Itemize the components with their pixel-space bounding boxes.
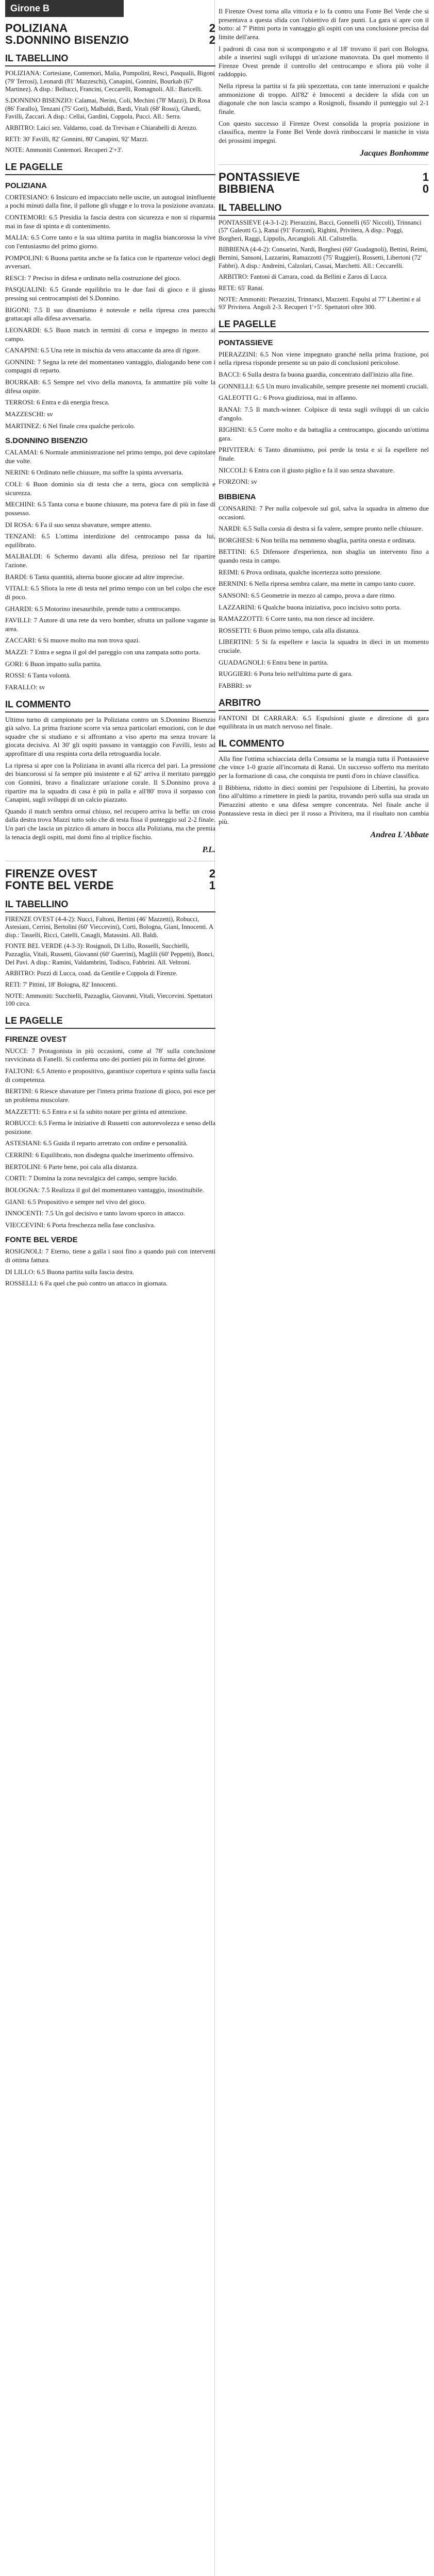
commento-heading: IL COMMENTO xyxy=(5,699,215,713)
player-rating: COLI: 6 Buon dominio sia di testa che a terra, gioca con semplicità e sicurezza. xyxy=(5,480,215,497)
match-title-2 xyxy=(5,868,215,891)
score-value: 0 xyxy=(422,182,429,196)
player-rating: FORZONI: sv xyxy=(219,478,257,486)
match-teams xyxy=(5,868,114,891)
note-line: NOTE: Ammoniti Contemori. Recuperi 2'+3'. xyxy=(5,146,123,154)
match-title-1 xyxy=(5,22,215,46)
pagelle-list xyxy=(5,1247,215,1288)
commento-paragraph: I padroni di casa non si scompongono e al 18' trovano il pari con Bologna, abile a inserirsi sugli sviluppi di un'azione manovrata. Da quel momento il Firenze Ovest prende il controllo del centrocampo e sfiora più volte il raddoppio. xyxy=(219,44,429,78)
player-rating: CERRINI: 6 Equilibrato, non disdegna qualche inserimento offensivo. xyxy=(5,1151,194,1159)
commento-paragraph: Nella ripresa la partita si fa più spezzettata, con tante interruzioni e qualche ammonizione di troppo. All'82' è Innocenti a decidere la sfida con un diagonale che non lascia scampo a Rosignoli, fissando il punteggio sul 2-1 finale. xyxy=(219,82,429,115)
player-rating: GHARDI: 6.5 Motorino inesauribile, prende tutto a centrocampo. xyxy=(5,604,181,613)
player-rating: CALAMAI: 6 Normale amministrazione nel primo tempo, poi deve capitolare due volte. xyxy=(5,448,215,465)
pagelle-list xyxy=(219,350,429,486)
reti-line: RETI: 7' Pittini, 18' Bologna, 82' Innocenti. xyxy=(5,980,118,988)
player-rating: VITALI: 6.5 Sfiora la rete di testa nel primo tempo con un bel colpo che esce di poco. xyxy=(5,584,215,601)
player-rating: REIMI: 6 Prova ordinata, qualche incertezza sotto pressione. xyxy=(219,568,382,576)
player-rating: BERTOLINI: 6 Parte bene, poi cala alla distanza. xyxy=(5,1162,138,1171)
pagelle-heading: LE PAGELLE xyxy=(5,162,215,175)
right-column xyxy=(219,0,429,840)
player-rating: PIERAZZINI: 6.5 Non viene impegnato granché nella prima frazione, poi nella ripresa risponde presente su un paio di conclusioni pericolose. xyxy=(219,350,429,367)
player-rating: NARDI: 6.5 Sulla corsia di destra si fa valere, sempre pronto nelle chiusure. xyxy=(219,524,423,533)
player-rating: GORI: 6 Buon impatto sulla partita. xyxy=(5,659,102,668)
player-rating: FARALLO: sv xyxy=(5,683,45,691)
team-subheading: FIRENZE OVEST xyxy=(5,1035,67,1044)
commento-paragraph: Con questo successo il Firenze Ovest consolida la propria posizione in classifica, mentre la Fonte Bel Verde dovrà rimboccarsi le maniche in vista dei prossimi impegni. xyxy=(219,119,429,144)
team-name: FONTE BEL VERDE xyxy=(5,879,114,892)
tabellino-text: FONTE BEL VERDE (4-3-3): Rosignoli, Di Lillo, Rosselli, Succhielli, Pazzaglia, Vitali, Russetti, Giovanni (60' Guerrini), Maglili (60' Peppetti), Bonci, Del Pavi. A disp.: Ramini, Valdambrini, Todisco, Fabbrini. All. Veltroni. xyxy=(5,942,214,966)
player-rating: INNOCENTI: 7.5 Un gol decisivo e tanto lavoro sporco in attacco. xyxy=(5,1209,185,1217)
player-rating: GALEOTTI G.: 6 Prova giudiziosa, mai in affanno. xyxy=(219,394,358,402)
byline: Andrea L'Abbate xyxy=(370,830,429,839)
player-rating: PASQUALINI: 6.5 Grande equilibrio tra le due fasi di gioco e il giusto pressing sui centrocampisti del S.Donnino. xyxy=(5,285,215,302)
byline: Jacques Bonhomme xyxy=(360,149,429,158)
score-value: 1 xyxy=(422,171,429,184)
player-rating: FABBRI: sv xyxy=(219,681,252,689)
pagelle-list xyxy=(5,1047,215,1230)
byline: P.L. xyxy=(202,845,215,855)
player-rating: MALIA: 6.5 Corre tanto e la sua ultima partita in maglia biancorossa la vive con l'entusiasmo del primo giorno. xyxy=(5,233,215,250)
tabellino-text: S.DONNINO BISENZIO: Calamai, Nerini, Coli, Mechini (78' Mazzi), Di Rosa (86' Farallo), Tenzani (75' Gori), Malbaldi, Bardi, Vitali (68' Rossi), Ghardi, Favilli, Zaccari. A disp.: Cellai, Gardini, Coppola, Pucci. All.: Serra. xyxy=(5,97,211,121)
arbitro-text xyxy=(219,714,429,731)
commento-text xyxy=(5,716,215,842)
commento-text xyxy=(219,7,429,145)
team-name: FIRENZE OVEST xyxy=(5,867,97,880)
note-line: NOTE: Ammoniti: Succhielli, Pazzaglia, Giovanni, Vitali, Vieccevini. Spettatori 100 circa. xyxy=(5,992,213,1008)
commento-paragraph: Quando il match sembra ormai chiuso, nel recupero arriva la beffa: un cross dalla destra trova Mazzi tutto solo che di testa fissa il punteggio sul 2-2 finale. Un pari che lascia un pizzico di amaro in bocca alla Poliziana, ma che premia la tenacia degli ospiti, mai domi fino al triplice fischio. xyxy=(5,807,215,841)
player-rating: MAZZESCHI: sv xyxy=(5,410,53,418)
commento-paragraph: Il Firenze Ovest torna alla vittoria e lo fa contro una Fonte Bel Verde che si presentava a questa sfida con l'obiettivo di fare punti. La gara si apre con il botto: al 7' Pittini porta in vantaggio gli ospiti con una conclusione precisa dal limite dell'area. xyxy=(219,7,429,41)
player-rating: DI LILLO: 6.5 Buona partita sulla fascia destra. xyxy=(5,1267,135,1276)
score-value: 1 xyxy=(209,879,215,892)
player-rating: RUGGIERI: 6 Porta brio nell'ultima parte di gara. xyxy=(219,670,353,678)
tabellino-heading: IL TABELLINO xyxy=(5,899,215,912)
match-title-3 xyxy=(219,171,429,195)
player-rating: POMPOLINI: 6 Buona partita anche se fa fatica con le ripartenze veloci degli avversari. xyxy=(5,253,215,270)
player-rating: BERTINI: 6 Riesce sbavature per l'intera prima frazione di gioco, poi esce per un problema muscolare. xyxy=(5,1087,215,1104)
match-teams xyxy=(5,22,129,46)
player-rating: BARDI: 6 Tanta quantità, alterna buone giocate ad altre imprecise. xyxy=(5,572,185,581)
player-rating: BIGONI: 7.5 Il suo dinamismo è notevole e nella ripresa crea parecchi grattacapi alla difesa avversaria. xyxy=(5,306,215,323)
player-rating: LEONARDI: 6.5 Buon match in termini di corsa e impegno in mezzo al campo. xyxy=(5,326,215,343)
player-rating: BETTINI: 6.5 Difensore d'esperienza, non sbaglia un intervento fino a quando resta in campo. xyxy=(219,548,429,565)
reti-line: RETI: 30' Favilli, 82' Gonnini, 80' Canapini, 92' Mazzi. xyxy=(5,135,148,143)
player-rating: RIGHINI: 6.5 Corre molto e da battaglia a centrocampo, giocando un'ottima gara. xyxy=(219,426,429,442)
player-rating: GIANI: 6.5 Propositivo e sempre nel vivo del gioco. xyxy=(5,1197,146,1206)
player-rating: ZACCARI: 6 Si muove molto ma non trova spazi. xyxy=(5,636,140,645)
player-rating: LAZZARINI: 6 Qualche buona iniziativa, poco incisivo sotto porta. xyxy=(219,603,401,611)
player-rating: CORTI: 7 Domina la zona nevralgica del campo, sempre lucido. xyxy=(5,1174,178,1182)
player-rating: ROSSETTI: 6 Buon primo tempo, cala alla distanza. xyxy=(219,626,360,634)
team-subheading: POLIZIANA xyxy=(5,181,47,190)
player-rating: RESCI: 7 Preciso in difesa e ordinato nella costruzione del gioco. xyxy=(5,274,181,282)
commento-text xyxy=(219,755,429,826)
commento-heading: IL COMMENTO xyxy=(219,738,429,752)
team-name: S.DONNINO BISENZIO xyxy=(5,33,129,47)
player-rating: GONNINI: 7 Segna la rete del momentaneo vantaggio, dialogando bene con i compagni di reparto. xyxy=(5,358,215,375)
player-rating: TERROSI: 6 Entra e dà energia fresca. xyxy=(5,398,110,406)
match-teams xyxy=(219,171,300,195)
score-value: 2 xyxy=(209,22,215,35)
player-rating: GONNELLI: 6.5 Un muro invalicabile, sempre presente nei momenti cruciali. xyxy=(219,382,429,390)
player-rating: MECHINI: 6.5 Tanta corsa e buone chiusure, ma poteva fare di più in fase di possesso. xyxy=(5,500,215,517)
player-rating: ASTESIANI: 6.5 Guida il reparto arretrato con ordine e personalità. xyxy=(5,1139,188,1147)
tabellino-text: POLIZIANA: Cortesiane, Contemori, Malia, Pompolini, Resci, Pasqualii, Bigoni (79' Terrosi), Leonardi (81' Mazzeschi), Canapini, Gonnini, Bourkab (67' Martinez). A disp.: Bellucci, Francini, Ceccarelli, Romagnoli. All.: Baricelli. xyxy=(5,70,215,93)
team-subheading: FONTE BEL VERDE xyxy=(5,1235,78,1245)
player-rating: BOLOGNA: 7.5 Realizza il gol del momentaneo vantaggio, insostituibile. xyxy=(5,1185,204,1194)
player-rating: CORTESIANO: 6 Insicuro ed impacciato nelle uscite, un autogoal ininfluente a pochi minuti dalla fine, il pallone gli sfugge e lo trova la posizione avanzata. xyxy=(5,193,215,210)
player-rating: ROBUCCI: 6.5 Ferma le iniziative di Russetti con autorevolezza e senso della posizione. xyxy=(5,1119,215,1136)
player-rating: MAZZETTI: 6.5 Entra e si fa subito notare per grinta ed attenzione. xyxy=(5,1107,188,1115)
player-rating: FAVILLI: 7 Autore di una rete da vero bomber, sfrutta un pallone vagante in area. xyxy=(5,616,215,633)
match-score xyxy=(209,22,215,46)
player-rating: GUADAGNOLI: 6 Entra bene in partita. xyxy=(219,658,328,666)
pagelle-list xyxy=(5,448,215,691)
player-rating: FALTONI: 6.5 Attento e propositivo, garantisce copertura e spinta sulla fascia di competenza. xyxy=(5,1067,215,1083)
player-rating: RAMAZZOTTI: 6 Corre tanto, ma non riesce ad incidere. xyxy=(219,615,375,623)
player-rating: LIBERTINI: 5 Si fa espellere e lascia la squadra in dieci in un momento cruciale. xyxy=(219,638,429,655)
tabellino-text: FIRENZE OVEST (4-4-2): Nucci, Faltoni, Bertini (46' Mazzetti), Robucci, Astesiani, Cerrini, Bertolini (60' Vieccevini), Corti, Bologna, Giani, Innocenti. A disp.: Tasselli, Ricci, Catelli, Casagli, Matassini. All. Baldi. xyxy=(5,915,213,939)
player-rating: BORGHESI: 6 Non brilla ma nemmeno sbaglia, partita onesta e ordinata. xyxy=(219,536,416,544)
pagelle-list xyxy=(219,504,429,690)
player-rating: CONTEMORI: 6.5 Presidia la fascia destra con sicurezza e non si risparmia mai in fase di spinta e di contenimento. xyxy=(5,213,215,230)
player-rating: NUCCI: 7 Protagonista in più occasioni, come al 78' sulla conclusione ravvicinata di Fanelli. Si conferma uno dei portieri più in forma del girone. xyxy=(5,1046,215,1063)
player-rating: TENZANI: 6.5 L'ottima interdizione del centrocampo passa da lui, equilibrato. xyxy=(5,532,215,549)
separator-rule xyxy=(219,164,429,165)
tabellino-text: BIBBIENA (4-4-2): Consarini, Nardi, Borghesi (60' Guadagnoli), Bettini, Reimi, Bernini, Sansoni, Lazzarini, Ramazzotti (75' Ruggieri), Rossetti, Libertoni (72' Fabbri). A disp.: Andreini, Calzolari, Cassai, Marchetti. All.: Ceccarelli. xyxy=(219,246,428,269)
note-line: NOTE: Ammoniti: Pierazzini, Trinnanci, Mazzetti. Espulsi al 77' Libertini e al 93' Privitera. Angoli 2-3. Recuperi 1'+5'. Spettatori oltre 300. xyxy=(219,295,421,311)
player-rating: MALBALDI: 6 Schermo davanti alla difesa, prezioso nel far ripartire l'azione. xyxy=(5,552,215,569)
pagelle-heading: LE PAGELLE xyxy=(5,1015,215,1029)
team-subheading: PONTASSIEVE xyxy=(219,338,273,347)
player-rating: ROSSI: 6 Tanta volontà. xyxy=(5,671,71,680)
player-rating: BOURKAB: 6.5 Sempre nel vivo della manovra, fa ammattire più volte la difesa ospite. xyxy=(5,378,215,395)
commento-paragraph: Alla fine l'ottima schiacciata della Consuma se la mangia tutta il Pontassieve che vince 1-0 grazie all'incornata di Ranai. Un successo sofferto ma meritato per la formazione di casa, che conquista tre punti d'oro in chiave classifica. xyxy=(219,754,429,780)
player-rating: VIECCEVINI: 6 Porta freschezza nella fase conclusiva. xyxy=(5,1221,156,1229)
team-subheading: BIBBIENA xyxy=(219,492,256,501)
tabellino-heading: IL TABELLINO xyxy=(5,53,215,66)
team-name: POLIZIANA xyxy=(5,22,68,35)
score-value: 2 xyxy=(209,33,215,47)
arbitro-heading: ARBITRO xyxy=(219,698,429,711)
player-rating: ROSSELLI: 6 Fa quel che può contro un attacco in giornata. xyxy=(5,1279,168,1287)
player-rating: ROSIGNOLI: 7 Eterno, tiene a galla i suoi fino a quando può con interventi di ottima fattura. xyxy=(5,1247,215,1264)
team-subheading: S.DONNINO BISENZIO xyxy=(5,436,88,446)
player-rating: CONSARINI: 7 Per nulla colpevole sul gol, salva la squadra in almeno due occasioni. xyxy=(219,504,429,521)
player-rating: MARTINEZ: 6 Nel finale crea qualche pericolo. xyxy=(5,421,136,430)
pagelle-list xyxy=(5,193,215,430)
pagelle-heading: LE PAGELLE xyxy=(219,319,429,332)
arbitro-line: ARBITRO: Laici sez. Valdarno, coad. da Trevisan e Chiarabelli di Arezzo. xyxy=(5,124,198,131)
tabellino-heading: IL TABELLINO xyxy=(219,202,429,216)
match-score xyxy=(209,868,215,891)
tabellino-text: PONTASSIEVE (4-3-1-2): Pierazzini, Bacci, Gonnelli (65' Niccoli), Trinnanci (57' Galeotti G.), Ranai (91' Forzoni), Righini, Privitera, A disp.: Poggi, Borgheri, Raggi, Lippolis, Arcangioli. All. Calistrella. xyxy=(219,218,422,242)
reti-line: RETE: 65' Ranai. xyxy=(219,284,264,292)
team-name: BIBBIENA xyxy=(219,182,275,196)
arbitro-paragraph: FANTONI DI CARRARA: 6.5 Espulsioni giuste e direzione di gara equilibrata in un match nervoso nel finale. xyxy=(219,714,429,731)
arbitro-line: ARBITRO: Fantoni di Carrara, coad. da Bellini e Zaros di Lucca. xyxy=(219,273,388,281)
arbitro-line: ARBITRO: Pozzi di Lucca, coad. da Gentile e Coppola di Firenze. xyxy=(5,970,178,977)
player-rating: SANSONI: 6.5 Geometrie in mezzo al campo, prova a dare ritmo. xyxy=(219,591,396,599)
score-value: 2 xyxy=(209,867,215,880)
commento-paragraph: La ripresa si apre con la Poliziana in avanti alla ricerca del pari. La pressione dei biancorossi si fa sempre più insistente e al 62' arriva il meritato pareggio con Gonnini, bravo a finalizzare un'azione corale. Il S.Donnino prova a ripartire ma la squadra di casa è più in palla e all'80' trova il sorpasso con Canapini, sugli sviluppi di un calcio piazzato. xyxy=(5,761,215,804)
player-rating: PRIVITERA: 6 Tanto dinamismo, poi perde la testa e si fa espellere nel finale. xyxy=(219,446,429,463)
section-header: Girone B xyxy=(5,0,124,17)
player-rating: NICCOLI: 6 Entra con il giusto piglio e fa il suo senza sbavature. xyxy=(219,466,395,474)
commento-paragraph: Il Bibbiena, ridotto in dieci uomini per l'espulsione di Libertini, ha provato fino all'ultimo a rimettere in piedi la partita, trovando però sulla sua strada un Pierazzini attento e una difesa sempre concentrata. Nel finale anche il Pontassieve resta in dieci per il rosso a Privitera, ma il risultato non cambia più. xyxy=(219,783,429,826)
player-rating: DI ROSA: 6 Fa il suo senza sbavature, sempre attento. xyxy=(5,520,152,529)
team-name: PONTASSIEVE xyxy=(219,171,301,184)
player-rating: BERNINI: 6 Nella ripresa sembra calare, ma mette in campo tanto cuore. xyxy=(219,580,415,588)
player-rating: RANAI: 7.5 Il match-winner. Colpisce di testa sugli sviluppi di un calcio d'angolo. xyxy=(219,405,429,422)
left-column xyxy=(5,0,215,1292)
player-rating: CANAPINI: 6.5 Una rete in mischia da vero attaccante da area di rigore. xyxy=(5,346,201,354)
player-rating: MAZZI: 7 Entra e segna il gol del pareggio con una zampata sotto porta. xyxy=(5,648,201,656)
match-score xyxy=(423,171,429,195)
player-rating: BACCI: 6 Sulla destra fa buona guardia, concentrato dall'inizio alla fine. xyxy=(219,370,414,379)
player-rating: NERINI: 6 Ordinato nelle chiusure, ma soffre la spinta avversaria. xyxy=(5,468,183,477)
commento-paragraph: Ultimo turno di campionato per la Poliziana contro un S.Donnino Bisenzio già salvo. La prima frazione scorre via senza particolari emozioni, con le due squadre che si studiano e si affrontano a viso aperto ma senza trovare la giocata decisiva. Al 30' gli ospiti passano in vantaggio con Favilli, lesto ad approfittare di una respinta corta della retroguardia locale. xyxy=(5,715,215,758)
